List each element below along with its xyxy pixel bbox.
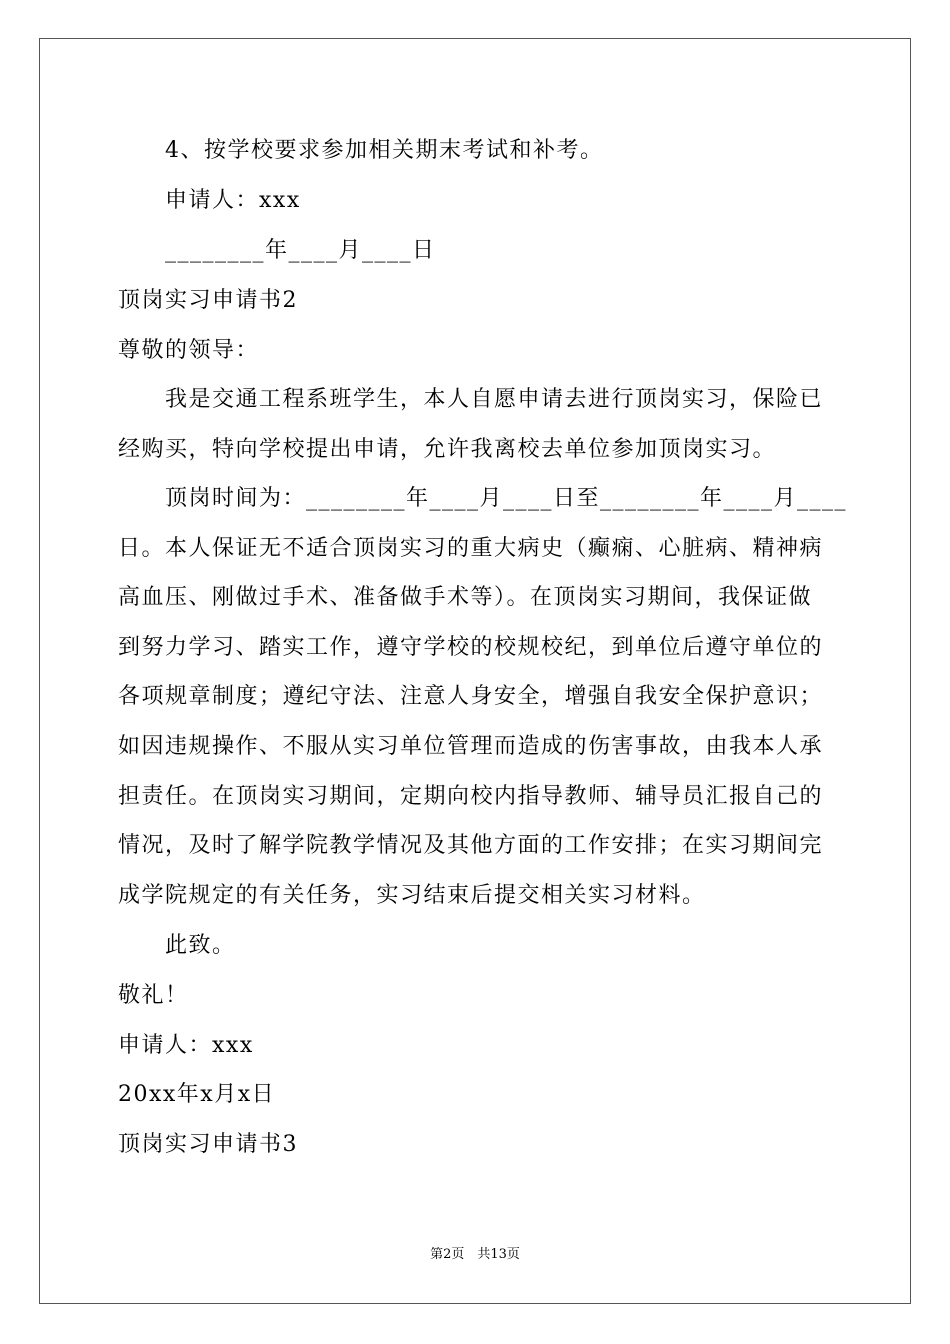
closing-salute: 敬礼！	[118, 983, 189, 1008]
paragraph-line: 顶岗时间为：________年____月____日至________年____月____	[165, 486, 848, 511]
paragraph-line: 情况，及时了解学院教学情况及其他方面的工作安排；在实习期间完	[118, 833, 824, 858]
date-line: 20xx年x月x日	[118, 1082, 276, 1107]
section-title: 顶岗实习申请书3	[118, 1132, 298, 1157]
paragraph-line: 高血压、刚做过手术、准备做手术等）。在顶岗实习期间，我保证做	[118, 585, 813, 610]
text-line: 4、按学校要求参加相关期末考试和补考。	[165, 138, 604, 163]
page-frame	[39, 38, 911, 1304]
section-title: 顶岗实习申请书2	[118, 288, 298, 313]
paragraph-line: 日。本人保证无不适合顶岗实习的重大病史（癫痫、心脏病、精神病	[118, 536, 824, 561]
applicant-line: 申请人：xxx	[165, 188, 301, 213]
paragraph-line: 经购买，特向学校提出申请，允许我离校去单位参加顶岗实习。	[118, 437, 777, 462]
salutation: 尊敬的领导：	[118, 338, 260, 363]
closing-line: 此致。	[165, 933, 236, 958]
paragraph-line: 如因违规操作、不服从实习单位管理而造成的伤害事故，由我本人承	[118, 734, 824, 759]
paragraph-line: 成学院规定的有关任务，实习结束后提交相关实习材料。	[118, 883, 706, 908]
paragraph-line: 各项规章制度；遵纪守法、注意人身安全，增强自我安全保护意识；	[118, 684, 824, 709]
paragraph-line: 我是交通工程系班学生，本人自愿申请去进行顶岗实习，保险已	[165, 387, 824, 412]
paragraph-line: 到努力学习、踏实工作，遵守学校的校规校纪，到单位后遵守单位的	[118, 635, 824, 660]
date-blank-line: ________年____月____日	[165, 238, 436, 263]
paragraph-line: 担责任。在顶岗实习期间，定期向校内指导教师、辅导员汇报自己的	[118, 784, 824, 809]
applicant-line: 申请人：xxx	[118, 1033, 254, 1058]
page-number: 第2页 共13页	[430, 1247, 520, 1262]
